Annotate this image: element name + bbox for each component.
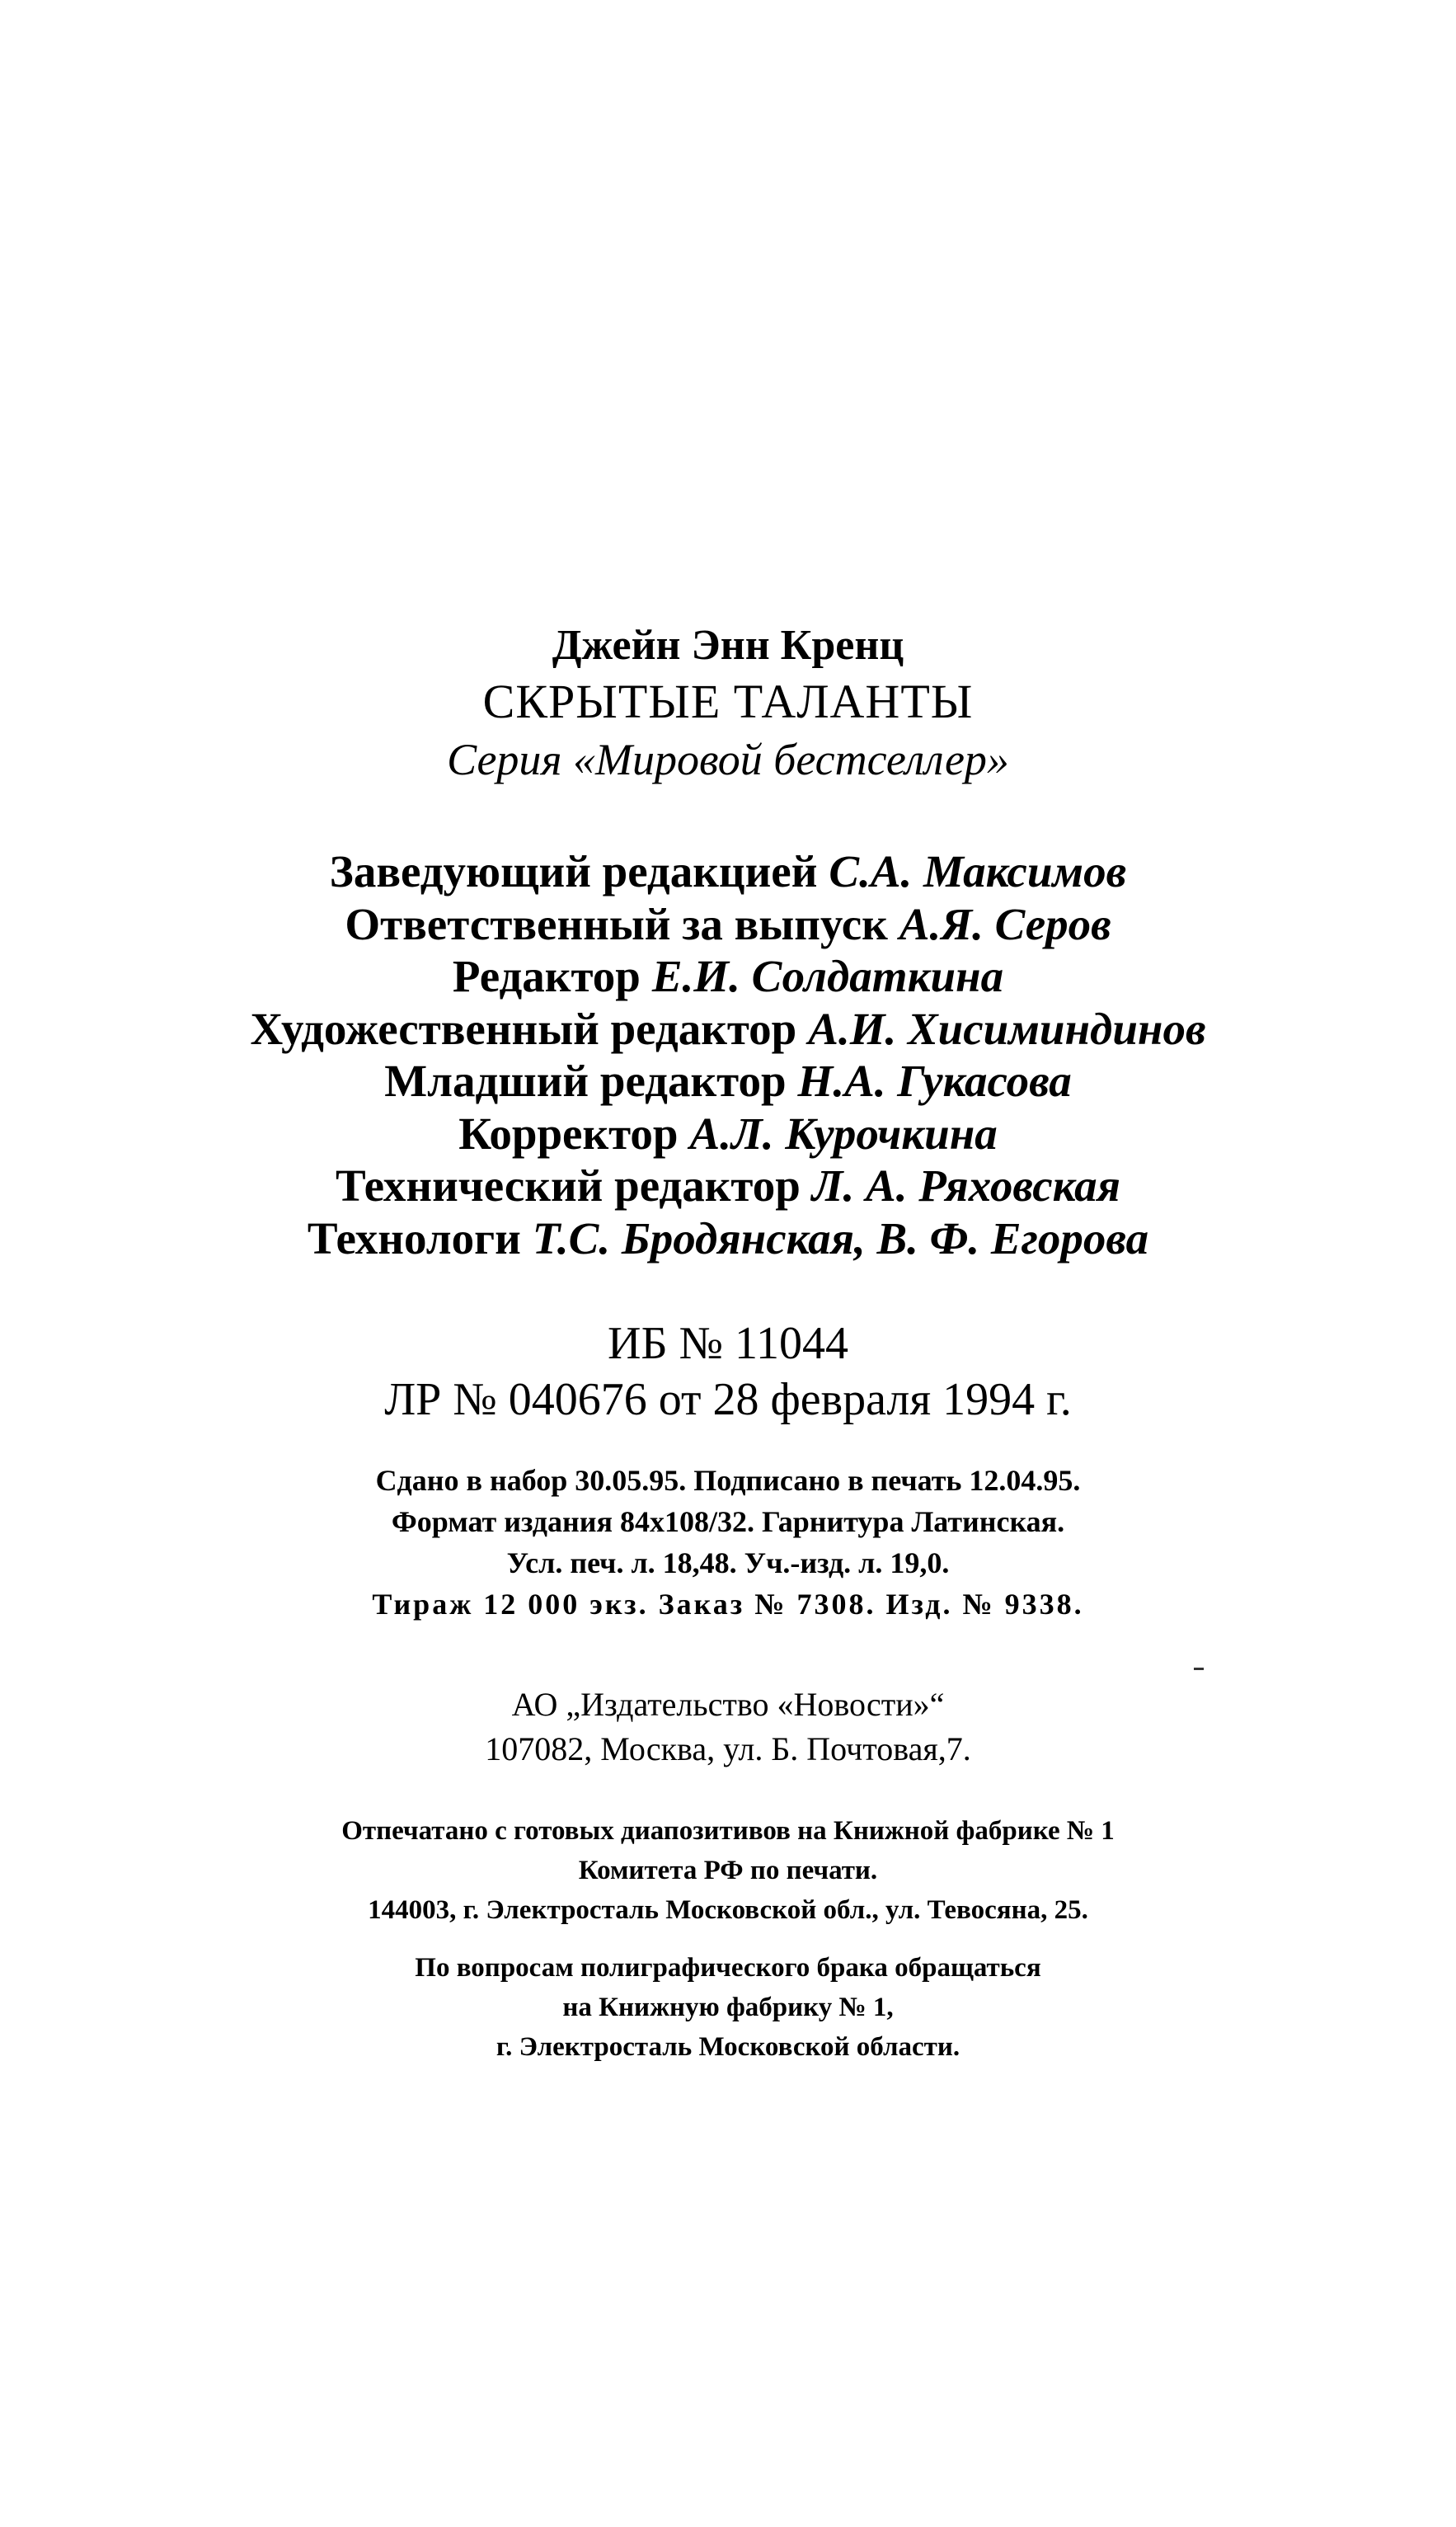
staff-credits bbox=[0, 845, 1456, 1264]
staff-person: Л. А. Ряховская bbox=[811, 1160, 1120, 1211]
staff-person: Е.И. Солдаткина bbox=[651, 951, 1004, 1001]
staff-person: А.Я. Серов bbox=[899, 898, 1111, 949]
staff-role: Младший редактор bbox=[384, 1056, 787, 1106]
author-name: Джейн Энн Кренц bbox=[552, 622, 904, 669]
staff-person: Т.С. Бродянская, В. Ф. Егорова bbox=[532, 1212, 1149, 1264]
staff-line bbox=[0, 1055, 1456, 1108]
defects-line: г. Электросталь Московской области. bbox=[496, 2032, 960, 2062]
defects-line: По вопросам полиграфического брака обращаться bbox=[415, 1953, 1041, 1983]
publisher-address: 107082, Москва, ул. Б. Почтовая,7. bbox=[485, 1730, 971, 1767]
book-title: СКРЫТЫЕ ТАЛАНТЫ bbox=[482, 675, 974, 728]
ib-number: ИБ № 11044 bbox=[608, 1318, 848, 1369]
staff-role: Редактор bbox=[452, 951, 641, 1001]
printing-house-block bbox=[0, 1811, 1456, 1930]
staff-line bbox=[0, 1212, 1456, 1265]
publisher-name: АО „Издательство «Новости»“ bbox=[511, 1686, 945, 1723]
staff-line bbox=[0, 950, 1456, 1003]
staff-line bbox=[0, 1003, 1456, 1056]
staff-person: Н.А. Гукасова bbox=[797, 1056, 1072, 1106]
printing-house-address: 144003, г. Электросталь Московской обл., ул. Тевосяна, 25. bbox=[368, 1895, 1088, 1925]
spec-dates: Сдано в набор 30.05.95. Подписано в печать 12.04.95. bbox=[375, 1464, 1081, 1497]
registration-block bbox=[0, 1315, 1456, 1428]
printing-house-line: Комитета РФ по печати. bbox=[578, 1856, 878, 1885]
title-block bbox=[0, 619, 1456, 788]
staff-role: Художественный редактор bbox=[250, 1003, 797, 1054]
stray-mark bbox=[1194, 1668, 1204, 1670]
staff-role: Технологи bbox=[307, 1212, 521, 1264]
publisher-block bbox=[0, 1682, 1456, 1772]
staff-role: Корректор bbox=[458, 1108, 679, 1159]
staff-line bbox=[0, 845, 1456, 898]
staff-line bbox=[0, 1160, 1456, 1212]
series-name: Серия «Мировой бестселлер» bbox=[447, 735, 1009, 784]
lr-license: ЛР № 040676 от 28 февраля 1994 г. bbox=[384, 1374, 1072, 1425]
print-specs bbox=[0, 1460, 1456, 1625]
staff-line bbox=[0, 1108, 1456, 1160]
defects-line: на Книжную фабрику № 1, bbox=[562, 1993, 894, 2022]
staff-role: Технический редактор bbox=[336, 1160, 801, 1211]
spec-format: Формат издания 84х108/32. Гарнитура Латинская. bbox=[391, 1505, 1065, 1538]
staff-person: А.Л. Курочкина bbox=[689, 1108, 998, 1159]
staff-person: А.И. Хисиминдинов bbox=[808, 1003, 1206, 1054]
spec-sheets: Усл. печ. л. 18,48. Уч.-изд. л. 19,0. bbox=[506, 1546, 950, 1579]
staff-line bbox=[0, 898, 1456, 951]
spec-print-run: Тираж 12 000 экз. Заказ № 7308. Изд. № 9338. bbox=[372, 1588, 1084, 1621]
defects-notice bbox=[0, 1948, 1456, 2067]
staff-person: С.А. Максимов bbox=[829, 846, 1127, 896]
printing-house-line: Отпечатано с готовых диапозитивов на Книжной фабрике № 1 bbox=[341, 1816, 1115, 1846]
staff-role: Ответственный за выпуск bbox=[345, 898, 888, 949]
staff-role: Заведующий редакцией bbox=[329, 846, 818, 896]
